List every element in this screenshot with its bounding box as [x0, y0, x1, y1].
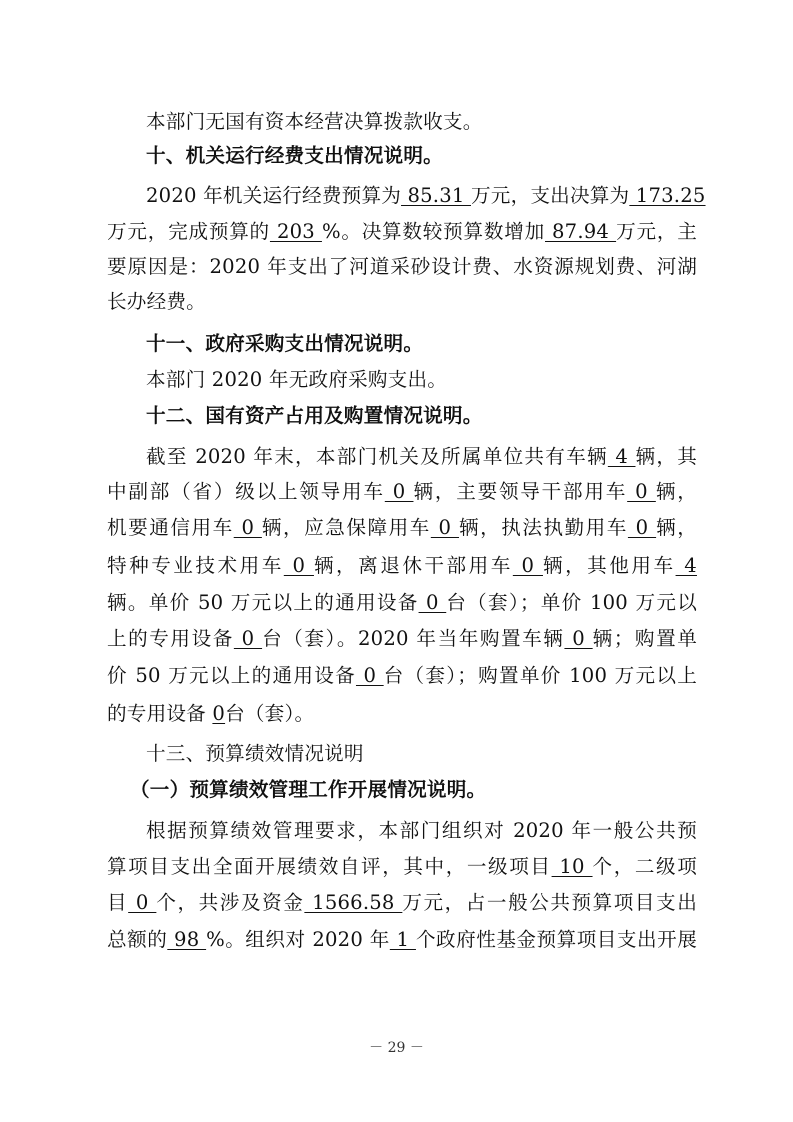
body-line	[107, 288, 697, 316]
text: 台（套）；单价 100 万元以	[446, 591, 697, 614]
heading-text: 十二、国有资产占用及购置情况说明。	[146, 404, 483, 427]
text: 目	[107, 891, 129, 914]
body-line	[107, 552, 697, 580]
text: %。组织对 2020 年	[206, 928, 390, 951]
text: 辆，其他用车	[542, 554, 676, 577]
text: 辆。单价 50 万元以上的通用设备	[107, 591, 419, 614]
underlined-value: 4	[607, 445, 636, 468]
underlined-value: 0	[128, 891, 157, 914]
underlined-value: 203	[269, 220, 322, 243]
text: 辆，执法执勤用车	[458, 516, 628, 539]
text: 个，二级项	[592, 855, 698, 878]
heading-text: 十三、预算绩效情况说明	[146, 742, 364, 765]
body-line	[107, 700, 697, 728]
text: 万元，主	[616, 220, 697, 243]
text: 个政府性基金预算项目支出开展	[415, 928, 697, 951]
underlined-value: 0	[384, 480, 414, 503]
subsection-heading	[130, 776, 697, 804]
underlined-value: 85.31	[401, 184, 471, 207]
text: 万元，完成预算的	[107, 220, 270, 243]
body-line	[107, 853, 697, 881]
body-line	[107, 625, 697, 653]
text: 个，共涉及资金	[156, 891, 305, 914]
underlined-value: 1566.58	[304, 891, 403, 914]
text: 本部门 2020 年无政府采购支出。	[146, 368, 448, 391]
body-line	[107, 218, 697, 246]
underlined-value: 0	[283, 554, 314, 577]
text: 总额的	[107, 928, 168, 951]
text: 辆，离退休干部用车	[313, 554, 513, 577]
body-line	[107, 478, 697, 506]
underlined-value: 4	[675, 554, 697, 577]
section-heading	[146, 402, 697, 430]
underlined-value: 173.25	[629, 184, 706, 207]
text: 台（套）。2020 年当年购置车辆	[262, 627, 565, 650]
text: 万元，支出决算为	[470, 184, 630, 207]
text: %。决算数较预算数增加	[321, 220, 545, 243]
text: 辆，主要领导干部用车	[413, 480, 628, 503]
section-heading	[146, 142, 697, 170]
text: 辆，	[655, 480, 697, 503]
text: 上的专用设备	[107, 627, 234, 650]
page-number: － 29 －	[369, 1040, 424, 1056]
section-heading	[146, 740, 697, 768]
underlined-value: 0	[212, 702, 226, 725]
text: 本部门无国有资本经营决算拨款收支。	[146, 110, 483, 133]
underlined-value: 0	[627, 516, 657, 539]
underlined-value: 0	[564, 627, 593, 650]
text: 中副部（省）级以上领导用车	[107, 480, 385, 503]
text: 截至 2020 年末，本部门机关及所属单位共有车辆	[146, 445, 608, 468]
body-line	[107, 589, 697, 617]
text: 辆；购置单	[592, 627, 697, 650]
underlined-value: 0	[430, 516, 459, 539]
underlined-value: 0	[355, 664, 384, 687]
body-line	[107, 889, 697, 917]
body-line	[146, 108, 697, 136]
underlined-value: 0	[418, 591, 447, 614]
underlined-value: 10	[551, 855, 593, 878]
text: 台（套）；购置单价 100 万元以上	[383, 664, 697, 687]
text: 2020 年机关运行经费预算为	[146, 184, 402, 207]
body-line	[107, 253, 697, 281]
text: 要原因是：2020 年支出了河道采砂设计费、水资源规划费、河湖	[107, 255, 697, 278]
underlined-value: 0	[233, 627, 263, 650]
text: 万元，占一般公共预算项目支出	[402, 891, 697, 914]
text: 特种专业技术用车	[107, 554, 284, 577]
underlined-value: 0	[627, 480, 656, 503]
heading-text: 十、机关运行经费支出情况说明。	[146, 144, 443, 167]
heading-text: 十一、政府采购支出情况说明。	[146, 332, 424, 355]
underlined-value: 87.94	[545, 220, 617, 243]
underlined-value: 1	[389, 928, 416, 951]
text: 算项目支出全面开展绩效自评，其中，一级项目	[107, 855, 552, 878]
body-line	[146, 817, 697, 845]
text: 机要通信用车	[107, 516, 234, 539]
underlined-value: 98	[167, 928, 207, 951]
text: 价 50 万元以上的通用设备	[107, 664, 356, 687]
body-line	[146, 443, 697, 471]
body-line	[107, 926, 697, 954]
heading-text: （一）预算绩效管理工作开展情况说明。	[130, 778, 487, 801]
underlined-value: 0	[512, 554, 543, 577]
body-line	[146, 366, 697, 394]
text: 根据预算绩效管理要求，本部门组织对 2020 年一般公共预	[146, 819, 697, 842]
text: 辆，	[656, 516, 698, 539]
underlined-value: 0	[233, 516, 262, 539]
text: 辆，应急保障用车	[261, 516, 431, 539]
text: 台（套）。	[225, 702, 315, 725]
text: 的专用设备	[107, 702, 213, 725]
section-heading	[146, 330, 697, 358]
body-line	[107, 662, 697, 690]
text: 长办经费。	[107, 290, 206, 313]
body-line	[146, 182, 706, 210]
text: 辆，其	[635, 445, 697, 468]
body-line	[107, 514, 697, 542]
